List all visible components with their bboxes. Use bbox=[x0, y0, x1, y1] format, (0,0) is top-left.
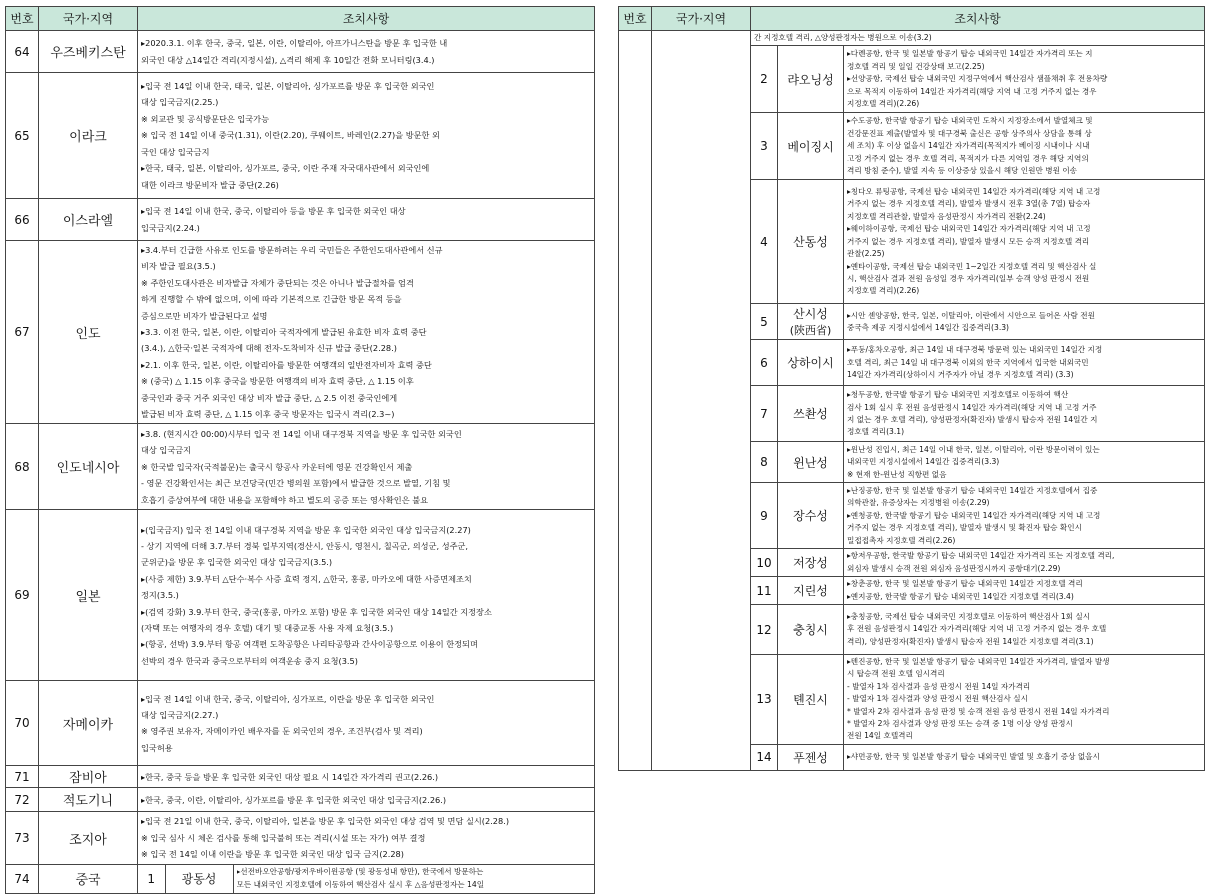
measure-line: 대한 이라크 방문비자 발급 중단(2.26) bbox=[141, 179, 279, 190]
province-name bbox=[778, 442, 844, 483]
measure-line: 모든 내외국인 지정호텔에 이동하여 핵산검사 실시 후 △음성판정자는 14일 bbox=[236, 879, 485, 889]
measure-line: ▸3.8. (현지시간 00:00)시부터 입국 전 14일 이내 대구경북 지역을 방문 후 입국한 외국인 bbox=[141, 428, 462, 439]
country-name: 인도 bbox=[39, 241, 138, 424]
row-number: 65 bbox=[6, 73, 39, 199]
left-page bbox=[5, 6, 595, 894]
province-number: 11 bbox=[751, 577, 778, 605]
measure-line: ▸다롄공항, 한국 및 일본발 항공기 탑승 내외국민 14일간 자가격리 또는 지 bbox=[847, 49, 1093, 59]
measure-line: ▸한국, 태국, 일본, 이탈리아, 싱가포르, 중국, 이란 주재 자국대사관에서 외국인에 bbox=[141, 163, 430, 174]
header-measures: 조치사항 bbox=[751, 7, 1205, 31]
province-hanja: (陝西省) bbox=[789, 324, 832, 338]
measure-line: ▸칭다오 류팅공항, 국제선 탑승 내외국민 14일간 자가격리(해당 지역 내 고정 bbox=[847, 187, 1101, 197]
measure-line: ▸입국 전 21일 이내 한국, 중국, 이탈리아, 일본을 방문 후 입국한 외국인 대상 검역 및 면담 실시(2.28.) bbox=[141, 816, 510, 827]
measure-line: ▸선전바오안공항/광저우바이윈공항 (및 광동성내 항만), 한국에서 방문하는 bbox=[236, 867, 484, 877]
province-number: 7 bbox=[751, 386, 778, 442]
province-name bbox=[778, 577, 844, 605]
table-row bbox=[6, 864, 595, 893]
province-number: 4 bbox=[751, 180, 778, 304]
measure-line: ▸3.3. 이전 한국, 일본, 이란, 이탈리아 국적자에게 발급된 유효한 비자 효력 중단 bbox=[141, 327, 427, 338]
measure-line: 세 조치) 후 이상 없을시 14일간 자가격리(목적지가 베이징 시내이나 시내 bbox=[847, 141, 1090, 151]
province-number: 12 bbox=[751, 605, 778, 655]
country-name: 인도네시아 bbox=[39, 424, 138, 510]
table-row bbox=[619, 31, 1205, 46]
measure-line: ▸(사증 제한) 3.9.부터 △단수·복수 사증 효력 정지, △한국, 홍콩, 마카오에 대한 사증면제조치 bbox=[141, 573, 472, 584]
province-number: 14 bbox=[751, 744, 778, 770]
measure-line: 입국허용 bbox=[141, 742, 173, 753]
measure-line: ▸톈진공항, 한국 및 일본발 항공기 탑승 내외국민 14일간 자가격리, 발열자 발생 bbox=[847, 657, 1110, 667]
measure-line: ▸창춘공항, 한국 및 일본발 항공기 탑승 내외국민 14일간 지정호텔 격리 bbox=[847, 579, 1083, 589]
measure-line: ▸옌타이공항, 국제선 탑승 내외국민 1~2일간 지정호텔 격리 및 핵산검사 실 bbox=[847, 261, 1097, 271]
measure-cell bbox=[138, 241, 595, 424]
measure-cell bbox=[138, 424, 595, 510]
measure-line: 거주지 없는 경우 지정호텔 격리), 발열자 발생시 전후 3열(총 7열) 탑승자 bbox=[847, 199, 1091, 209]
province-label: 푸젠성 bbox=[793, 750, 828, 765]
province-number: 1 bbox=[138, 865, 165, 893]
measure-line: 대상 입국금지 bbox=[141, 445, 192, 456]
measure-line: ▸입국 전 14일 이내 한국, 태국, 일본, 이탈리아, 싱가포르를 방문 후 입국한 외국인 bbox=[141, 81, 435, 92]
measure-cell bbox=[751, 31, 1205, 46]
province-name bbox=[778, 113, 844, 180]
measure-line: 전원 14일 호텔격리 bbox=[847, 731, 913, 741]
measure-line: 거주지 없는 경우 지정호텔 격리), 발열자 발생시 및 확진자 탑승 확인시 bbox=[847, 523, 1082, 533]
measure-line: ▸충칭공항, 국제선 탑승 내외국민 지정호텔로 이동하여 핵산검사 1회 실시 bbox=[847, 611, 1091, 621]
measure-cell bbox=[138, 199, 595, 241]
measure-line: 격리), 양성판정자(확진자) 발생시 탑승자 전원 14일간 지정호텔 격리(3.1) bbox=[847, 636, 1094, 646]
row-number: 70 bbox=[6, 681, 39, 766]
measure-cell bbox=[844, 442, 1205, 483]
measure-line: ▸2020.3.1. 이후 한국, 중국, 일본, 이란, 이탈리아, 아프가니스탄을 방문 후 입국한 내 bbox=[141, 38, 448, 49]
measure-line: 지 없는 경우 호텔 격리), 양성판정자(확진자) 발생시 탑승자 전원 14일간 지 bbox=[847, 414, 1098, 424]
measure-line: 지정호텔 격리)(2.26) bbox=[847, 286, 920, 296]
measure-line: 격리 방침 준수), 발열 지속 등 이상증상 있을시 해당 인원만 병원 이송 bbox=[847, 166, 1077, 176]
province-number: 9 bbox=[751, 483, 778, 549]
province-split bbox=[138, 864, 595, 893]
row-number: 71 bbox=[6, 766, 39, 788]
measure-cell bbox=[844, 744, 1205, 770]
province-name bbox=[778, 605, 844, 655]
province-number: 8 bbox=[751, 442, 778, 483]
measure-cell bbox=[138, 788, 595, 812]
province-label: 저장성 bbox=[793, 556, 828, 571]
measure-line: * 발열자 2차 검사결과 양성 판정 또는 승객 중 1명 이상 양성 판정시 bbox=[847, 719, 1073, 729]
row-number: 69 bbox=[6, 510, 39, 681]
province-label: 상하이시 bbox=[787, 356, 834, 371]
measure-cell bbox=[844, 340, 1205, 386]
measure-line: * 발열자 2차 검사결과 음성 판정 및 승객 전원 음성 판정시 전원 14일 자가격리 bbox=[847, 706, 1110, 716]
measure-line: ▸(입국금지) 입국 전 14일 이내 대구경북 지역을 방문 후 입국한 외국인 대상 입국금지(2.27) bbox=[141, 524, 471, 535]
measure-cell bbox=[844, 605, 1205, 655]
province-label: 충칭시 bbox=[793, 623, 828, 638]
measure-line: 호텔 격리, 최근 14일 내 대구경북 이외의 한국 지역에서 입국한 내외국민 bbox=[847, 357, 1089, 367]
measure-line: 거주지 없는 경우 지정호텔 격리), 발열자 발생시 모든 승객 지정호텔 격리 bbox=[847, 236, 1090, 246]
measure-cell bbox=[844, 180, 1205, 304]
measure-cell bbox=[844, 549, 1205, 577]
header-number: 번호 bbox=[6, 7, 39, 31]
province-label: 산시성 bbox=[793, 307, 828, 322]
table-row bbox=[6, 510, 595, 681]
measure-line: 하게 진행할 수 밖에 없으며, 이에 따라 기본적으로 긴급한 방문 목적 등을 bbox=[141, 294, 402, 305]
measure-line: ※ 현재 한-윈난성 직항편 없음 bbox=[847, 469, 947, 479]
measure-line: ※ 주한인도대사관은 비자발급 자체가 중단되는 것은 아니나 발급절차를 엄격 bbox=[141, 277, 414, 288]
country-name: 이스라엘 bbox=[39, 199, 138, 241]
province-number: 13 bbox=[751, 655, 778, 745]
table-row bbox=[6, 241, 595, 424]
country-name: 이라크 bbox=[39, 73, 138, 199]
header-measures: 조치사항 bbox=[138, 7, 595, 31]
province-name bbox=[778, 549, 844, 577]
measure-line: ▸난징공항, 한국 및 일본발 항공기 탑승 내외국민 14일간 지정호텔에서 집중 bbox=[847, 485, 1098, 495]
country-name: 자메이카 bbox=[39, 681, 138, 766]
province-name bbox=[778, 180, 844, 304]
province-name bbox=[778, 744, 844, 770]
province-label: 산동성 bbox=[793, 235, 828, 250]
measure-line: 으로 목적지 이동하여 14일간 자가격리(해당 지역 내 고정 거주지 없는 경우 bbox=[847, 86, 1097, 96]
measure-line: 관찰(2.25) bbox=[847, 249, 885, 259]
measure-line: 고정 거주지 없는 경우 호텔 격리, 목적지가 다른 지역일 경우 해당 지역의 bbox=[847, 153, 1089, 163]
table-row bbox=[6, 31, 595, 73]
province-name bbox=[778, 655, 844, 745]
measure-line: (자택 또는 여행자의 경우 호텔) 대기 및 대중교통 사용 자제 요청(3.5.) bbox=[141, 623, 394, 634]
measure-line: ▸입국 전 14일 이내 한국, 중국, 이탈리아, 싱가포르, 이란을 방문 후 입국한 외국인 bbox=[141, 693, 435, 704]
measure-line: ▸선양공항, 국제선 탑승 내외국민 지정구역에서 핵산검사 샘플채취 후 전용차량 bbox=[847, 74, 1108, 84]
measure-line: 의학관찰, 유증상자는 지정병원 이송(2.29) bbox=[847, 498, 990, 508]
measure-line: 선박의 경우 한국과 중국으로부터의 여객운송 중지 요청(3.5) bbox=[141, 655, 358, 666]
measure-line: ▸샤먼공항, 한국 및 일본발 항공기 탑승 내외국민 발열 및 호흡기 증상 없을시 bbox=[847, 752, 1100, 762]
measure-line: 14일간 자가격리(상하이시 거주자가 아닐 경우 지정호텔 격리) (3.3) bbox=[847, 370, 1074, 380]
measure-line: ※ 입국 전 14일 이내 이란을 방문 후 입국한 외국인 대상 입국 금지(2.28) bbox=[141, 849, 404, 860]
measure-cell bbox=[844, 577, 1205, 605]
measure-line: ▸시안 셴양공항, 한국, 일본, 이탈리아, 이란에서 시안으로 들어온 사람 전원 bbox=[847, 310, 1095, 320]
measure-cell bbox=[844, 46, 1205, 113]
country-name: 일본 bbox=[39, 510, 138, 681]
measure-line: 대상 입국금지(2.25.) bbox=[141, 97, 219, 108]
province-label: 지린성 bbox=[793, 584, 828, 599]
row-number: 68 bbox=[6, 424, 39, 510]
measure-line: - 발열자 1차 검사결과 양성 판정시 전원 핵산검사 실시 bbox=[847, 694, 1028, 704]
province-label: 랴오닝성 bbox=[787, 72, 834, 87]
country-name: 잠비아 bbox=[39, 766, 138, 788]
right-page bbox=[618, 6, 1205, 771]
table-row bbox=[6, 73, 595, 199]
row-number: 66 bbox=[6, 199, 39, 241]
table-header-row bbox=[619, 7, 1205, 31]
measure-line: ▸웨이하이공항, 국제선 탑승 내외국민 14일간 자가격리(해당 지역 내 고정 bbox=[847, 224, 1091, 234]
table-row bbox=[6, 424, 595, 510]
measure-line: 내외국민 지정시설에서 14일간 집중격리(3.3) bbox=[847, 457, 1000, 467]
measure-line: 간 지정호텔 격리, △양성판정자는 병원으로 이송(3.2) bbox=[754, 33, 932, 42]
measure-line: ※ 입국 심사 시 체온 검사를 통해 입국불허 또는 격리(시설 또는 자가) 여부 결정 bbox=[141, 832, 426, 843]
measure-cell bbox=[138, 31, 595, 73]
measure-line: ▸(항공, 선박) 3.9.부터 항공 여객편 도착공항은 나리타공항과 간사이공항으로 이용이 한정되며 bbox=[141, 639, 478, 650]
measure-line: ※ 영주권 보유자, 자메이카인 배우자를 둔 외국인의 경우, 조건부(검사 및 격리) bbox=[141, 726, 423, 737]
measure-line: 외심자 발생시 승객 전원 외심자 음성판정시까지 공항대기(2.29) bbox=[847, 563, 1061, 573]
province-number: 2 bbox=[751, 46, 778, 113]
measure-line: 증심으로만 비자가 발급된다고 설명 bbox=[141, 310, 268, 321]
measure-line: - 발열자 1차 검사결과 음성 판정시 전원 14일 자가격리 bbox=[847, 681, 1031, 691]
table-header-row bbox=[6, 7, 595, 31]
province-name bbox=[778, 46, 844, 113]
measure-line: 군위군)을 방문 후 입국한 외국인 대상 입국금지(3.5.) bbox=[141, 557, 333, 568]
measure-line: ※ (중국) △ 1.15 이후 중국을 방문한 여행객의 비자 효력 중단, △ 1.15 이후 bbox=[141, 376, 414, 387]
measure-line: ※ 외교관 및 공식방문단은 입국가능 bbox=[141, 113, 269, 124]
province-number: 10 bbox=[751, 549, 778, 577]
measure-line: 정호텔 격리(3.1) bbox=[847, 427, 905, 437]
table-row bbox=[6, 766, 595, 788]
measure-line: ▸옌지공항, 한국발 항공기 탑승 내외국민 14일간 지정호텔 격리(3.4) bbox=[847, 591, 1074, 601]
row-number: 67 bbox=[6, 241, 39, 424]
measure-line: - 영문 건강확인서는 최근 보건당국(민간 병의원 포함)에서 발급한 것으로 발열, 기침 및 bbox=[141, 478, 451, 489]
province-label: 윈난성 bbox=[793, 455, 828, 470]
measure-line: ▸한국, 중국, 이란, 이탈리아, 싱가포르를 방문 후 입국한 외국인 대상 입국금지(2.26.) bbox=[141, 794, 447, 805]
measure-line: ▸(검역 강화) 3.9.부터 한국, 중국(홍콩, 마카오 포함) 방문 후 입국한 외국인 대상 14일간 지정장소 bbox=[141, 606, 492, 617]
measure-line: 건강문진표 제출(발열자 및 대구경북 출신은 공항 상주의사 상담을 통해 상 bbox=[847, 128, 1092, 138]
table-row bbox=[6, 681, 595, 766]
province-name bbox=[778, 304, 844, 340]
measure-line: 비자 발급 필요(3.5.) bbox=[141, 261, 216, 272]
measure-line: 중국측 제공 지정시설에서 14일간 집중격리(3.3) bbox=[847, 322, 1010, 332]
country-name bbox=[652, 31, 751, 771]
measure-cell bbox=[844, 655, 1205, 745]
measure-line: 검사 1회 실시 후 전원 음성판정시 14일간 자가격리(해당 지역 내 고정 거주 bbox=[847, 402, 1097, 412]
province-label: 베이징시 bbox=[787, 139, 834, 154]
measure-cell bbox=[844, 304, 1205, 340]
measure-line: 국인 대상 입국금지 bbox=[141, 146, 210, 157]
province-name bbox=[778, 483, 844, 549]
province-label: 톈진시 bbox=[793, 692, 828, 707]
province-label: 장수성 bbox=[793, 509, 828, 524]
country-name: 적도기니 bbox=[39, 788, 138, 812]
province-name: 광동성 bbox=[165, 865, 233, 893]
measure-line: ▸푸둥/홍차오공항, 최근 14일 내 대구경북 방문력 있는 내외국민 14일간 지정 bbox=[847, 345, 1103, 355]
measure-line: 시 탑승객 전원 호텔 임시격리 bbox=[847, 669, 945, 679]
measure-line: ▸항저우공항, 한국발 항공기 탑승 내외국민 14일간 자가격리 또는 지정호텔 격리, bbox=[847, 551, 1115, 561]
measure-line: 지정호텔 격리)(2.26) bbox=[847, 99, 920, 109]
measure-line: 호흡기 증상여부에 대한 내용을 포함해야 하고 별도의 공증 또는 영사확인은 불요 bbox=[141, 494, 429, 505]
measure-line: - 상기 지역에 더해 3.7.부터 경북 일부지역(경산시, 안동시, 영천시, 칠곡군, 의성군, 성주군, bbox=[141, 541, 469, 552]
row-number: 73 bbox=[6, 812, 39, 864]
header-country: 국가·지역 bbox=[652, 7, 751, 31]
measure-line: 입국금지(2.24.) bbox=[141, 222, 200, 233]
measure-line: 중국인과 중국 거주 외국인 대상 비자 발급 중단, △ 2.5 이전 중국인에게 bbox=[141, 392, 398, 403]
row-number: 74 bbox=[6, 864, 39, 893]
measures-table-left bbox=[5, 6, 595, 894]
measure-line: 시, 핵산검사 결과 전원 음성일 경우 자가격리(일부 승객 양성 판정시 전원 bbox=[847, 273, 1090, 283]
table-row bbox=[6, 788, 595, 812]
province-number: 3 bbox=[751, 113, 778, 180]
measure-line: 정호텔 격리 및 일일 건강상태 보고(2.25) bbox=[847, 61, 985, 71]
province-number: 5 bbox=[751, 304, 778, 340]
row-number: 64 bbox=[6, 31, 39, 73]
province-name bbox=[778, 340, 844, 386]
measure-line: (3.4.), △한국·일본 국적자에 대해 전자-도착비자 신규 발급 중단(2.28.) bbox=[141, 343, 397, 354]
header-number: 번호 bbox=[619, 7, 652, 31]
measure-line: ▸한국, 중국 등을 방문 후 입국한 외국인 대상 필요 시 14일간 자가격리 권고(2.26.) bbox=[141, 771, 439, 782]
measure-line: 발급된 비자 효력 중단, △ 1.15 이후 중국 방문자는 입국시 격리(2.3~) bbox=[141, 409, 395, 420]
measure-line: 외국인 대상 △14일간 격리(지정시설), △격리 해제 후 10일간 전화 모니터링(3.4.) bbox=[141, 54, 435, 65]
country-name: 조지아 bbox=[39, 812, 138, 864]
header-country: 국가·지역 bbox=[39, 7, 138, 31]
measure-line: 대상 입국금지(2.27.) bbox=[141, 710, 219, 721]
measure-line: ▸옌청공항, 한국발 항공기 탑승 내외국민 14일간 자가격리(해당 지역 내 고정 bbox=[847, 510, 1101, 520]
measure-line: 후 전원 음성판정시 14일간 자가격리(해당 지역 내 고정 거주지 없는 경우 호텔 bbox=[847, 624, 1107, 634]
measure-line: ▸수도공항, 한국발 항공기 탑승 내외국민 도착시 지정장소에서 발열체크 및 bbox=[847, 116, 1093, 126]
measure-line: 지정호텔 격리관찰, 발열자 음성판정시 자가격리 전환(2.24) bbox=[847, 211, 1046, 221]
measure-line: ▸3.4.부터 긴급한 사유로 인도를 방문하려는 우리 국민들은 주한인도대사관에서 신규 bbox=[141, 245, 443, 255]
province-label: 쓰촨성 bbox=[793, 407, 828, 422]
measure-cell bbox=[844, 483, 1205, 549]
measure-line: ▸윈난성 진입시, 최근 14일 이내 한국, 일본, 이탈리아, 이란 방문이력이 있는 bbox=[847, 444, 1100, 454]
province-subtable bbox=[138, 865, 594, 893]
measure-cell bbox=[844, 386, 1205, 442]
measure-line: 밀접접촉자 지정호텔 격리(2.26) bbox=[847, 535, 956, 545]
measure-line: ※ 한국발 입국자(국적불문)는 출국시 항공사 카운터에 영문 건강확인서 제출 bbox=[141, 461, 413, 472]
measure-line: ▸입국 전 14일 이내 한국, 중국, 이탈리아 등을 방문 후 입국한 외국인 대상 bbox=[141, 206, 406, 217]
province-name bbox=[778, 386, 844, 442]
row-number: 72 bbox=[6, 788, 39, 812]
measure-line: ※ 입국 전 14일 이내 중국(1.31), 이란(2.20), 쿠웨이트, 바레인(2.27)을 방문한 외 bbox=[141, 130, 440, 141]
province-number: 6 bbox=[751, 340, 778, 386]
measure-cell bbox=[138, 766, 595, 788]
country-name: 중국 bbox=[39, 864, 138, 893]
country-name: 우즈베키스탄 bbox=[39, 31, 138, 73]
measure-cell bbox=[138, 73, 595, 199]
measure-cell bbox=[844, 113, 1205, 180]
measure-line: 정지(3.5.) bbox=[141, 590, 179, 601]
measure-cell bbox=[138, 510, 595, 681]
row-number bbox=[619, 31, 652, 771]
measure-line: ▸2.1. 이후 한국, 일본, 이란, 이탈리아를 방문한 여행객의 일반전자비자 효력 중단 bbox=[141, 359, 432, 370]
measure-cell bbox=[138, 681, 595, 766]
measure-line: ▸청두공항, 한국발 항공기 탑승 내외국민 지정호텔로 이동하여 핵산 bbox=[847, 390, 1069, 400]
measure-cell bbox=[233, 865, 594, 893]
measures-table-right bbox=[618, 6, 1205, 771]
table-row bbox=[6, 199, 595, 241]
